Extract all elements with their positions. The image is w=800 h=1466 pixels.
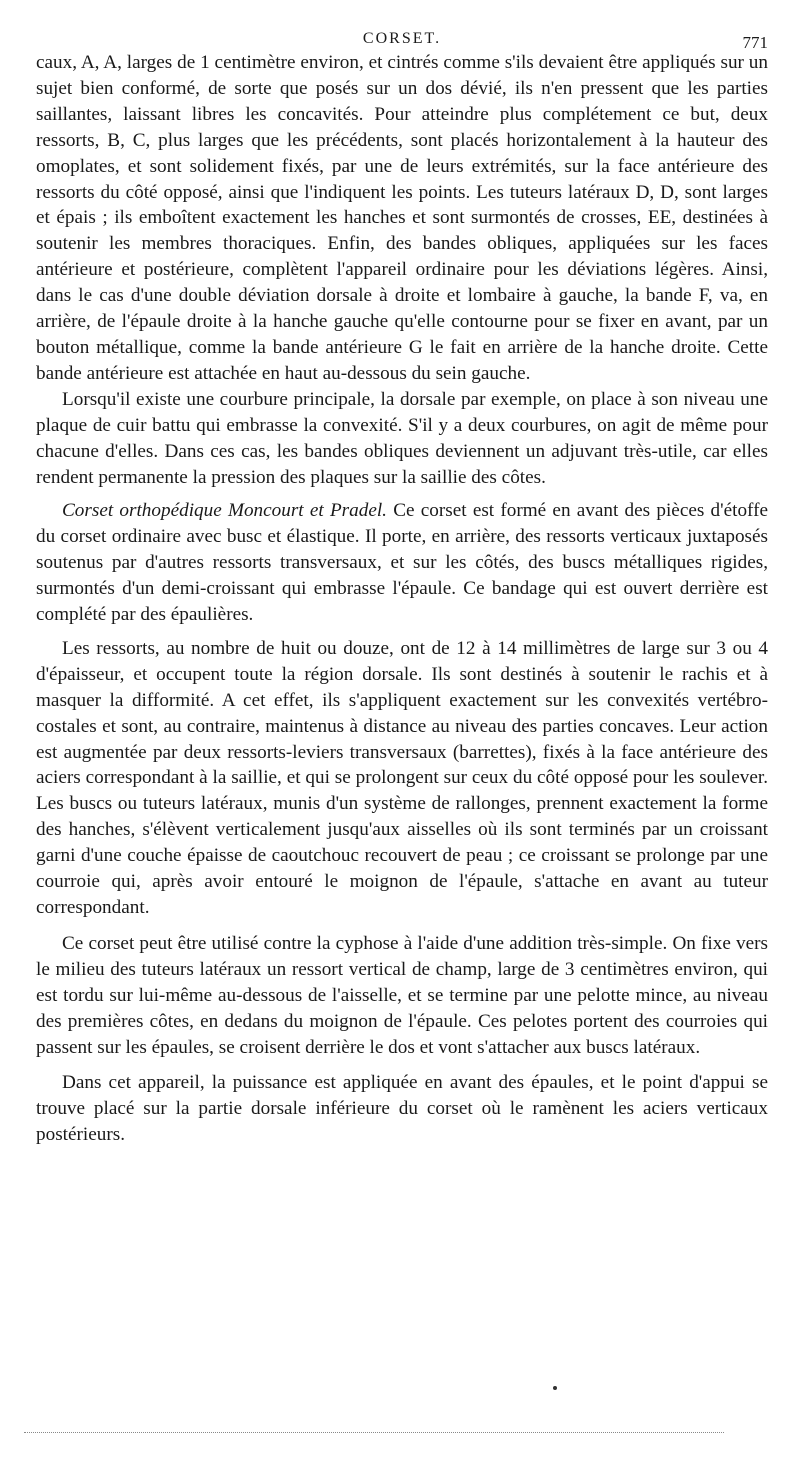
paragraph-5: Ce corset peut être utilisé contre la cyphose à l'aide d'une addition très-simple. On fixe vers le milieu des tuteurs latéraux un ressort vertical de champ, large de 3 centimètres environ, qui est tordu sur lui-même au-dessous de l'aisselle, et se termine par une pelotte mince, au niveau des premières côtes, en dedans du moignon de l'épaule. Ces pelotes portent des courroies qui passent sur les épaules, se croisent derrière le dos et vont s'attacher aux buscs latéraux.: [36, 932, 768, 1058]
body-text: [36, 50, 768, 1148]
section-title-moncourt-pradel: Corset orthopédique Moncourt et Pradel.: [62, 500, 387, 522]
paragraph-2: Lorsqu'il existe une courbure principale, la dorsale par exemple, on place à son niveau une plaque de cuir battu qui embrasse la convexité. S'il y a deux courbures, on agit de même pour chacune d'elles. Dans ces cas, les bandes obliques deviennent un adjuvant très-utile, car elles rendent permanente la pression des plaques sur la saillie des côtes.: [36, 388, 768, 488]
running-header: [36, 0, 768, 50]
page-number: 771: [742, 33, 768, 52]
paragraph-3: [36, 498, 768, 628]
paragraph-1: caux, A, A, larges de 1 centimètre environ, et cintrés comme s'ils devaient être appliqués sur un sujet bien conformé, de sorte que posés sur un dos dévié, ils n'en pressent que les parties saillantes, laissant libres les concavités. Pour atteindre plus complétement ce but, deux ressorts, B, C, plus larges que les précédents, sont placés horizontalement à la hauteur des omoplates, et sont solidement fixés, par une de leurs extrémités, sur la face antérieure des ressorts du côté opposé, ainsi que l'indiquent les points. Les tuteurs latéraux D, D, sont larges et épais ; ils emboîtent exactement les hanches et sont surmontés de crosses, EE, destinées à soutenir les membres thoraciques. Enfin, des bandes obliques, appliquées sur les faces antérieure et postérieure, complètent l'appareil ordinaire pour les déviations légères. Ainsi, dans le cas d'une double déviation dorsale à droite et lombaire à gauche, la bande F, va, en arrière, de l'épaule droite à la hanche gauche qu'elle contourne pour se fixer en avant, par un bouton métallique, comme la bande antérieure G le fait en arrière de la hanche droite. Cette bande antérieure est attachée en haut au-dessous du sein gauche.: [36, 52, 768, 384]
paragraph-4: Les ressorts, au nombre de huit ou douze, ont de 12 à 14 millimètres de large sur 3 ou 4 d'épaisseur, et occupent toute la région dorsale. Ils sont destinés à soutenir le rachis et à masquer la difformité. A cet effet, ils s'appliquent exactement sur les convexités vertébro-costales et sont, au contraire, maintenus à distance au niveau des parties concaves. Leur action est augmentée par deux ressorts-leviers transversaux (barrettes), fixés à la face antérieure des aciers correspondant à la saillie, et qui se prolongent sur ceux du côté opposé pour les soulever. Les buscs ou tuteurs latéraux, munis d'un système de rallonges, prennent exactement la forme des hanches, s'élèvent verticalement jusqu'aux aisselles où ils sont terminés par un croissant garni d'une couche épaisse de caoutchouc recouvert de peau ; ce croissant se prolonge par une courroie qui, après avoir entouré le moignon de l'épaule, s'attache en avant au tuteur correspondant.: [36, 637, 768, 918]
running-title: CORSET.: [362, 30, 442, 47]
ink-speck: [553, 1386, 557, 1390]
paragraph-3-text: Ce corset est formé en avant des pièces d'étoffe du corset ordinaire avec busc et élastique. Il porte, en arrière, des ressorts verticaux juxtaposés soutenus par d'autres ressorts transversaux, et sur les côtés, des buscs métalliques rigides, surmontés d'un demi-croissant qui embrasse l'épaule. Ce bandage qui est ouvert derrière est complété par des épaulières.: [36, 500, 768, 626]
page-bottom-dotted-edge: [24, 1432, 724, 1433]
book-page: [36, 0, 768, 1466]
paragraph-6: Dans cet appareil, la puissance est appliquée en avant des épaules, et le point d'appui se trouve placé sur la partie dorsale inférieure du corset où le ramènent les aciers verticaux postérieurs.: [36, 1072, 768, 1146]
